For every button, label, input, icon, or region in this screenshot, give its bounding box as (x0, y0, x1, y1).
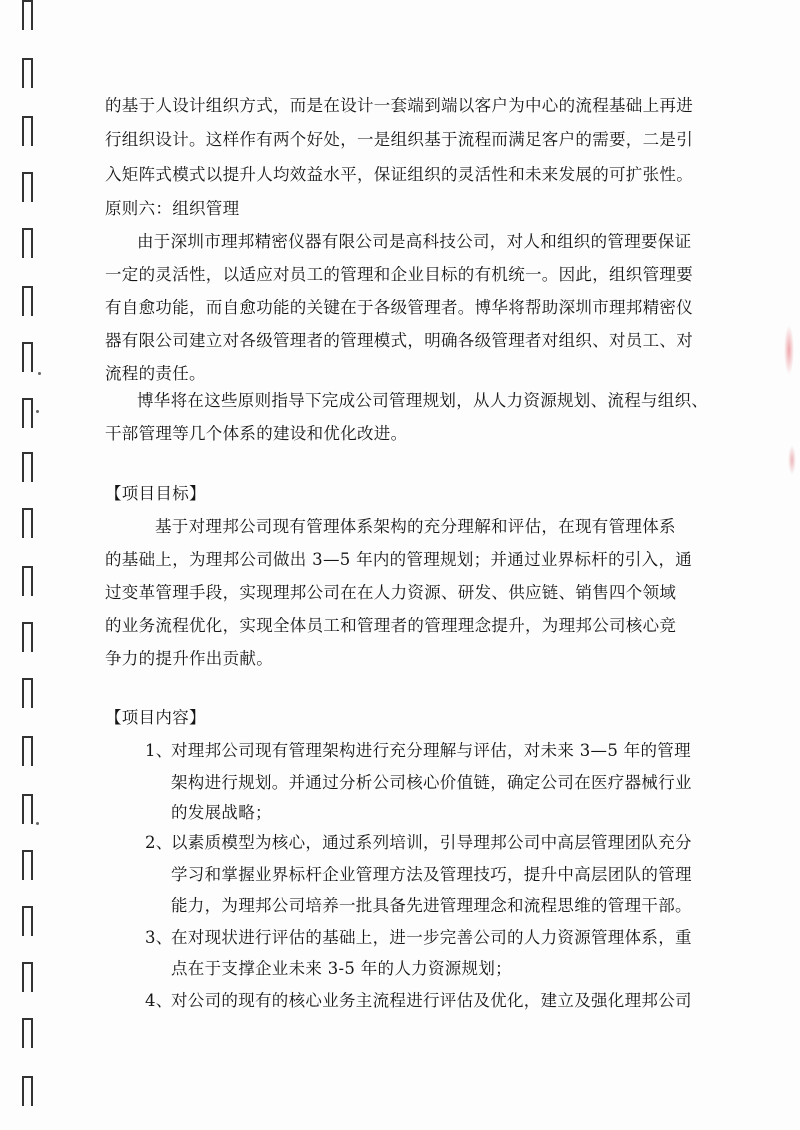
list-line: 能力，为理邦公司培养一批具备先进管理理念和流程思维的管理干部。 (171, 896, 692, 915)
binding-hole-mark (22, 794, 33, 824)
binding-hole-mark (22, 508, 33, 538)
paragraph-line: 的业务流程优化，实现全体员工和管理者的管理理念提升，为理邦公司核心竞 (105, 616, 677, 635)
binding-hole-mark (22, 736, 33, 766)
section-heading-goals: 【项目目标】 (105, 484, 206, 503)
binding-hole-mark (22, 1076, 33, 1106)
paragraph-line: 一定的灵活性，以适应对员工的管理和企业目标的有机统一。因此，组织管理要 (105, 265, 693, 284)
binding-hole-mark (22, 678, 33, 708)
paragraph-line: 基于对理邦公司现有管理体系架构的充分理解和评估，在现有管理体系 (155, 517, 676, 536)
binding-hole-mark (22, 1018, 33, 1048)
binding-margin (0, 0, 60, 1130)
paragraph-line: 过变革管理手段，实现理邦公司在在人力资源、研发、供应链、销售四个领域 (105, 583, 677, 602)
list-line: 的发展战略； (171, 803, 272, 822)
list-number: 3、 (145, 928, 173, 947)
binding-hole-mark (22, 116, 33, 146)
paragraph-line: 行组织设计。这样作有两个好处，一是组织基于流程而满足客户的需要，二是引 (105, 130, 693, 149)
list-line: 点在于支撑企业未来 3-5 年的人力资源规划； (171, 959, 512, 978)
binding-hole-mark (22, 58, 33, 88)
binding-hole-mark (22, 962, 33, 992)
paragraph-line: 的基础上，为理邦公司做出 3—5 年内的管理规划；并通过业界标杆的引入，通 (105, 550, 693, 569)
paragraph-line: 流程的责任。 (105, 364, 206, 383)
list-line: 对理邦公司现有管理架构进行充分理解与评估，对未来 3—5 年的管理 (171, 741, 691, 760)
list-number: 4、 (145, 991, 173, 1010)
list-line: 架构进行规划。并通过分析公司核心价值链，确定公司在医疗器械行业 (171, 773, 692, 792)
binding-hole-mark (22, 452, 33, 482)
scan-speck (38, 372, 41, 375)
paragraph-line: 由于深圳市理邦精密仪器有限公司是高科技公司，对人和组织的管理要保证 (137, 232, 692, 251)
binding-hole-mark (22, 850, 33, 880)
binding-hole-mark (22, 622, 33, 652)
binding-hole-mark (22, 906, 33, 936)
list-line: 学习和掌握业界标杆企业管理方法及管理技巧，提升中高层团队的管理 (171, 865, 692, 884)
list-item-4 (145, 990, 692, 1012)
paragraph-line: 的基于人设计组织方式，而是在设计一套端到端以客户为中心的流程基础上再进 (105, 96, 693, 115)
list-item-3 (145, 927, 692, 949)
binding-hole-mark (22, 172, 33, 202)
paragraph-line: 博华将在这些原则指导下完成公司管理规划，从人力资源规划、流程与组织、 (137, 391, 709, 410)
list-number: 2、 (145, 833, 173, 852)
list-item-2 (145, 832, 692, 854)
scan-stain (788, 445, 796, 475)
scan-stain (784, 325, 794, 375)
list-line: 对公司的现有的核心业务主流程进行评估及优化，建立及强化理邦公司 (171, 991, 692, 1010)
list-item-1 (145, 740, 691, 762)
list-number: 1、 (145, 741, 173, 760)
binding-hole-mark (22, 228, 33, 258)
list-line: 以素质模型为核心，通过系列培训，引导理邦公司中高层管理团队充分 (171, 833, 692, 852)
paragraph-line: 有自愈功能，而自愈功能的关键在于各级管理者。博华将帮助深圳市理邦精密仪 (105, 298, 693, 317)
section-heading-content: 【项目内容】 (105, 708, 206, 727)
paragraph-line: 器有限公司建立对各级管理者的管理模式，明确各级管理者对组织、对员工、对 (105, 331, 693, 350)
list-line: 在对现状进行评估的基础上，进一步完善公司的人力资源管理体系，重 (171, 928, 692, 947)
paragraph-line: 争力的提升作出贡献。 (105, 649, 273, 668)
binding-hole-mark (22, 398, 33, 428)
principle-title: 原则六：组织管理 (105, 199, 240, 218)
paragraph-line: 干部管理等几个体系的建设和优化改进。 (105, 424, 408, 443)
paragraph-line: 入矩阵式模式以提升人均效益水平，保证组织的灵活性和未来发展的可扩张性。 (105, 165, 693, 184)
binding-hole-mark (22, 0, 33, 30)
scan-speck (36, 410, 39, 413)
binding-hole-mark (22, 286, 33, 316)
binding-hole-mark (22, 342, 33, 372)
scan-speck (36, 822, 39, 825)
binding-hole-mark (22, 566, 33, 596)
